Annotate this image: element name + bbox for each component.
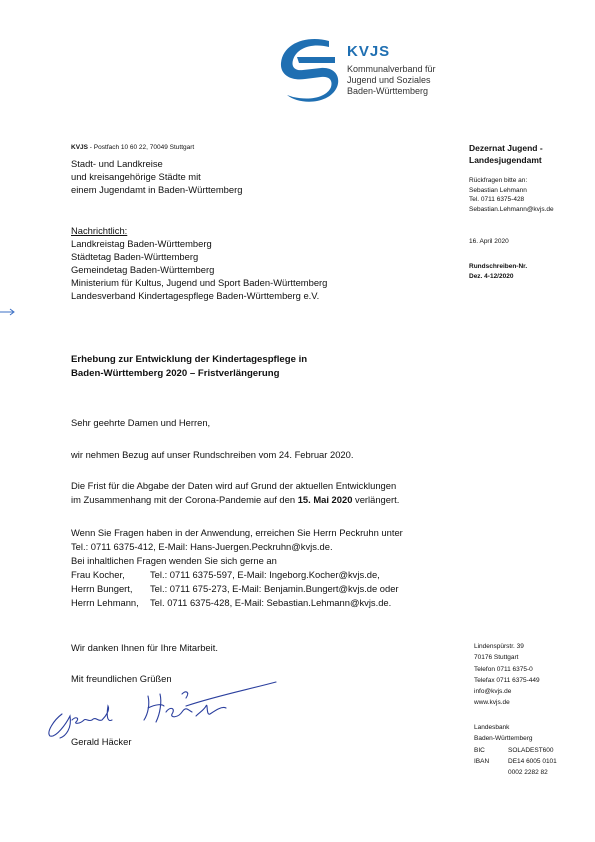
email-link[interactable]: info@kvjs.de bbox=[474, 688, 512, 696]
contact-details: Tel. 0711 6375-428, E-Mail: Sebastian.Lehmann@kvjs.de. bbox=[150, 597, 392, 608]
sender-org: KVJS bbox=[71, 144, 88, 151]
deadline-paragraph bbox=[71, 479, 399, 507]
address-line: Lindenspürstr. 39 bbox=[474, 643, 524, 650]
contact-row bbox=[71, 596, 403, 610]
address-line: 70176 Stuttgart bbox=[474, 654, 519, 662]
closing-line: Mit freundlichen Grüßen bbox=[71, 673, 172, 684]
website-link[interactable]: www.kvjs.de bbox=[474, 699, 510, 707]
sender-line bbox=[71, 144, 194, 151]
circular-label: Rundschreiben-Nr. bbox=[469, 263, 528, 270]
sender-address: - Postfach 10 60 22, 70049 Stuttgart bbox=[87, 144, 195, 151]
department-line: Dezernat Jugend - bbox=[469, 143, 543, 153]
thanks-line: Wir danken Ihnen für Ihre Mitarbeit. bbox=[71, 642, 218, 653]
cc-line: Städtetag Baden-Württemberg bbox=[71, 251, 199, 262]
contact-line: Tel. 0711 6375-428 bbox=[469, 196, 525, 204]
cc-line: Landkreistag Baden-Württemberg bbox=[71, 238, 212, 249]
department bbox=[469, 143, 543, 166]
logo-full-name bbox=[347, 64, 436, 97]
signature-name: Gerald Häcker bbox=[71, 736, 132, 747]
handwritten-signature-icon bbox=[36, 676, 286, 742]
cc-line: Gemeindetag Baden-Württemberg bbox=[71, 264, 215, 275]
contact-row bbox=[71, 582, 403, 596]
letter-date: 16. April 2020 bbox=[469, 238, 509, 245]
bic-value: SOLADEST600 bbox=[508, 746, 554, 754]
bank-name: Baden-Württemberg bbox=[474, 735, 533, 743]
cc-line: Landesverband Kindertagespflege Baden-Württemberg e.V. bbox=[71, 290, 320, 301]
bank-name: Landesbank bbox=[474, 724, 510, 731]
deadline-line bbox=[71, 493, 399, 507]
iban-row-continued bbox=[474, 767, 557, 778]
logo-name: KVJS bbox=[347, 43, 391, 60]
bic-label: BIC bbox=[474, 746, 485, 754]
contact-line: Sebastian Lehmann bbox=[469, 186, 527, 194]
address-line: Telefax 0711 6375-449 bbox=[474, 676, 540, 684]
kvjs-logo-mark-icon bbox=[277, 35, 341, 103]
deadline-text: im Zusammenhang mit der Corona-Pandemie auf den bbox=[71, 494, 298, 505]
address-block bbox=[474, 641, 540, 709]
circular-value: Dez. 4-12/2020 bbox=[469, 272, 514, 280]
questions-line: Bei inhaltlichen Fragen wenden Sie sich gerne an bbox=[71, 555, 277, 566]
salutation: Sehr geehrte Damen und Herren, bbox=[71, 417, 211, 428]
questions-line: Tel.: 0711 6375-412, E-Mail: Hans-Juergen.Peckruhn@kvjs.de. bbox=[71, 541, 333, 552]
deadline-line: Die Frist für die Abgabe der Daten wird auf Grund der aktuellen Entwicklungen bbox=[71, 480, 397, 491]
circular-number bbox=[469, 262, 527, 281]
contact-info bbox=[469, 176, 554, 214]
contact-line: Sebastian.Lehmann@kvjs.de bbox=[469, 205, 554, 213]
contact-name: Frau Kocher, bbox=[71, 569, 125, 580]
department-line: Landesjugendamt bbox=[469, 154, 542, 165]
iban-row bbox=[474, 756, 557, 767]
bank-block bbox=[474, 722, 557, 778]
subject bbox=[71, 353, 307, 381]
reference-paragraph: wir nehmen Bezug auf unser Rundschreiben vom 24. Februar 2020. bbox=[71, 449, 354, 460]
cc-label: Nachrichtlich: bbox=[71, 225, 128, 236]
questions-paragraph bbox=[71, 526, 403, 610]
bic-row bbox=[474, 745, 557, 756]
contact-details: Tel.: 0711 6375-597, E-Mail: Ingeborg.Kocher@kvjs.de, bbox=[150, 569, 380, 580]
address-line: Telefon 0711 6375-0 bbox=[474, 665, 533, 673]
contact-name: Herrn Lehmann, bbox=[71, 597, 139, 608]
subject-line: Erhebung zur Entwicklung der Kindertagespflege in bbox=[71, 354, 308, 365]
kvjs-logo bbox=[277, 35, 467, 105]
subject-line: Baden-Württemberg 2020 – Fristverlängerung bbox=[71, 368, 280, 379]
recipient-line: und kreisangehörige Städte mit bbox=[71, 171, 201, 182]
iban-value-continued: 0002 2282 82 bbox=[508, 769, 548, 777]
iban-value: DE14 6005 0101 bbox=[508, 757, 557, 765]
contact-line: Rückfragen bitte an: bbox=[469, 177, 528, 184]
questions-line: Wenn Sie Fragen haben in der Anwendung, erreichen Sie Herrn Peckruhn unter bbox=[71, 527, 403, 538]
fold-mark-arrow-icon bbox=[0, 308, 16, 316]
contact-row bbox=[71, 568, 403, 582]
contact-details: Tel.: 0711 675-273, E-Mail: Benjamin.Bungert@kvjs.de oder bbox=[150, 583, 399, 594]
recipient-line: Stadt- und Landkreise bbox=[71, 158, 163, 169]
cc-line: Ministerium für Kultus, Jugend und Sport Baden-Württemberg bbox=[71, 277, 328, 288]
deadline-text: verlängert. bbox=[352, 494, 400, 505]
recipient-line: einem Jugendamt in Baden-Württemberg bbox=[71, 184, 243, 195]
deadline-date: 15. Mai 2020 bbox=[297, 494, 353, 505]
logo-line: Baden-Württemberg bbox=[347, 86, 429, 96]
contact-name: Herrn Bungert, bbox=[71, 583, 133, 594]
logo-line: Jugend und Soziales bbox=[347, 75, 431, 85]
logo-line: Kommunalverband für bbox=[347, 64, 436, 74]
iban-label: IBAN bbox=[474, 757, 490, 765]
recipient-block bbox=[71, 157, 242, 196]
cc-block bbox=[71, 224, 327, 302]
